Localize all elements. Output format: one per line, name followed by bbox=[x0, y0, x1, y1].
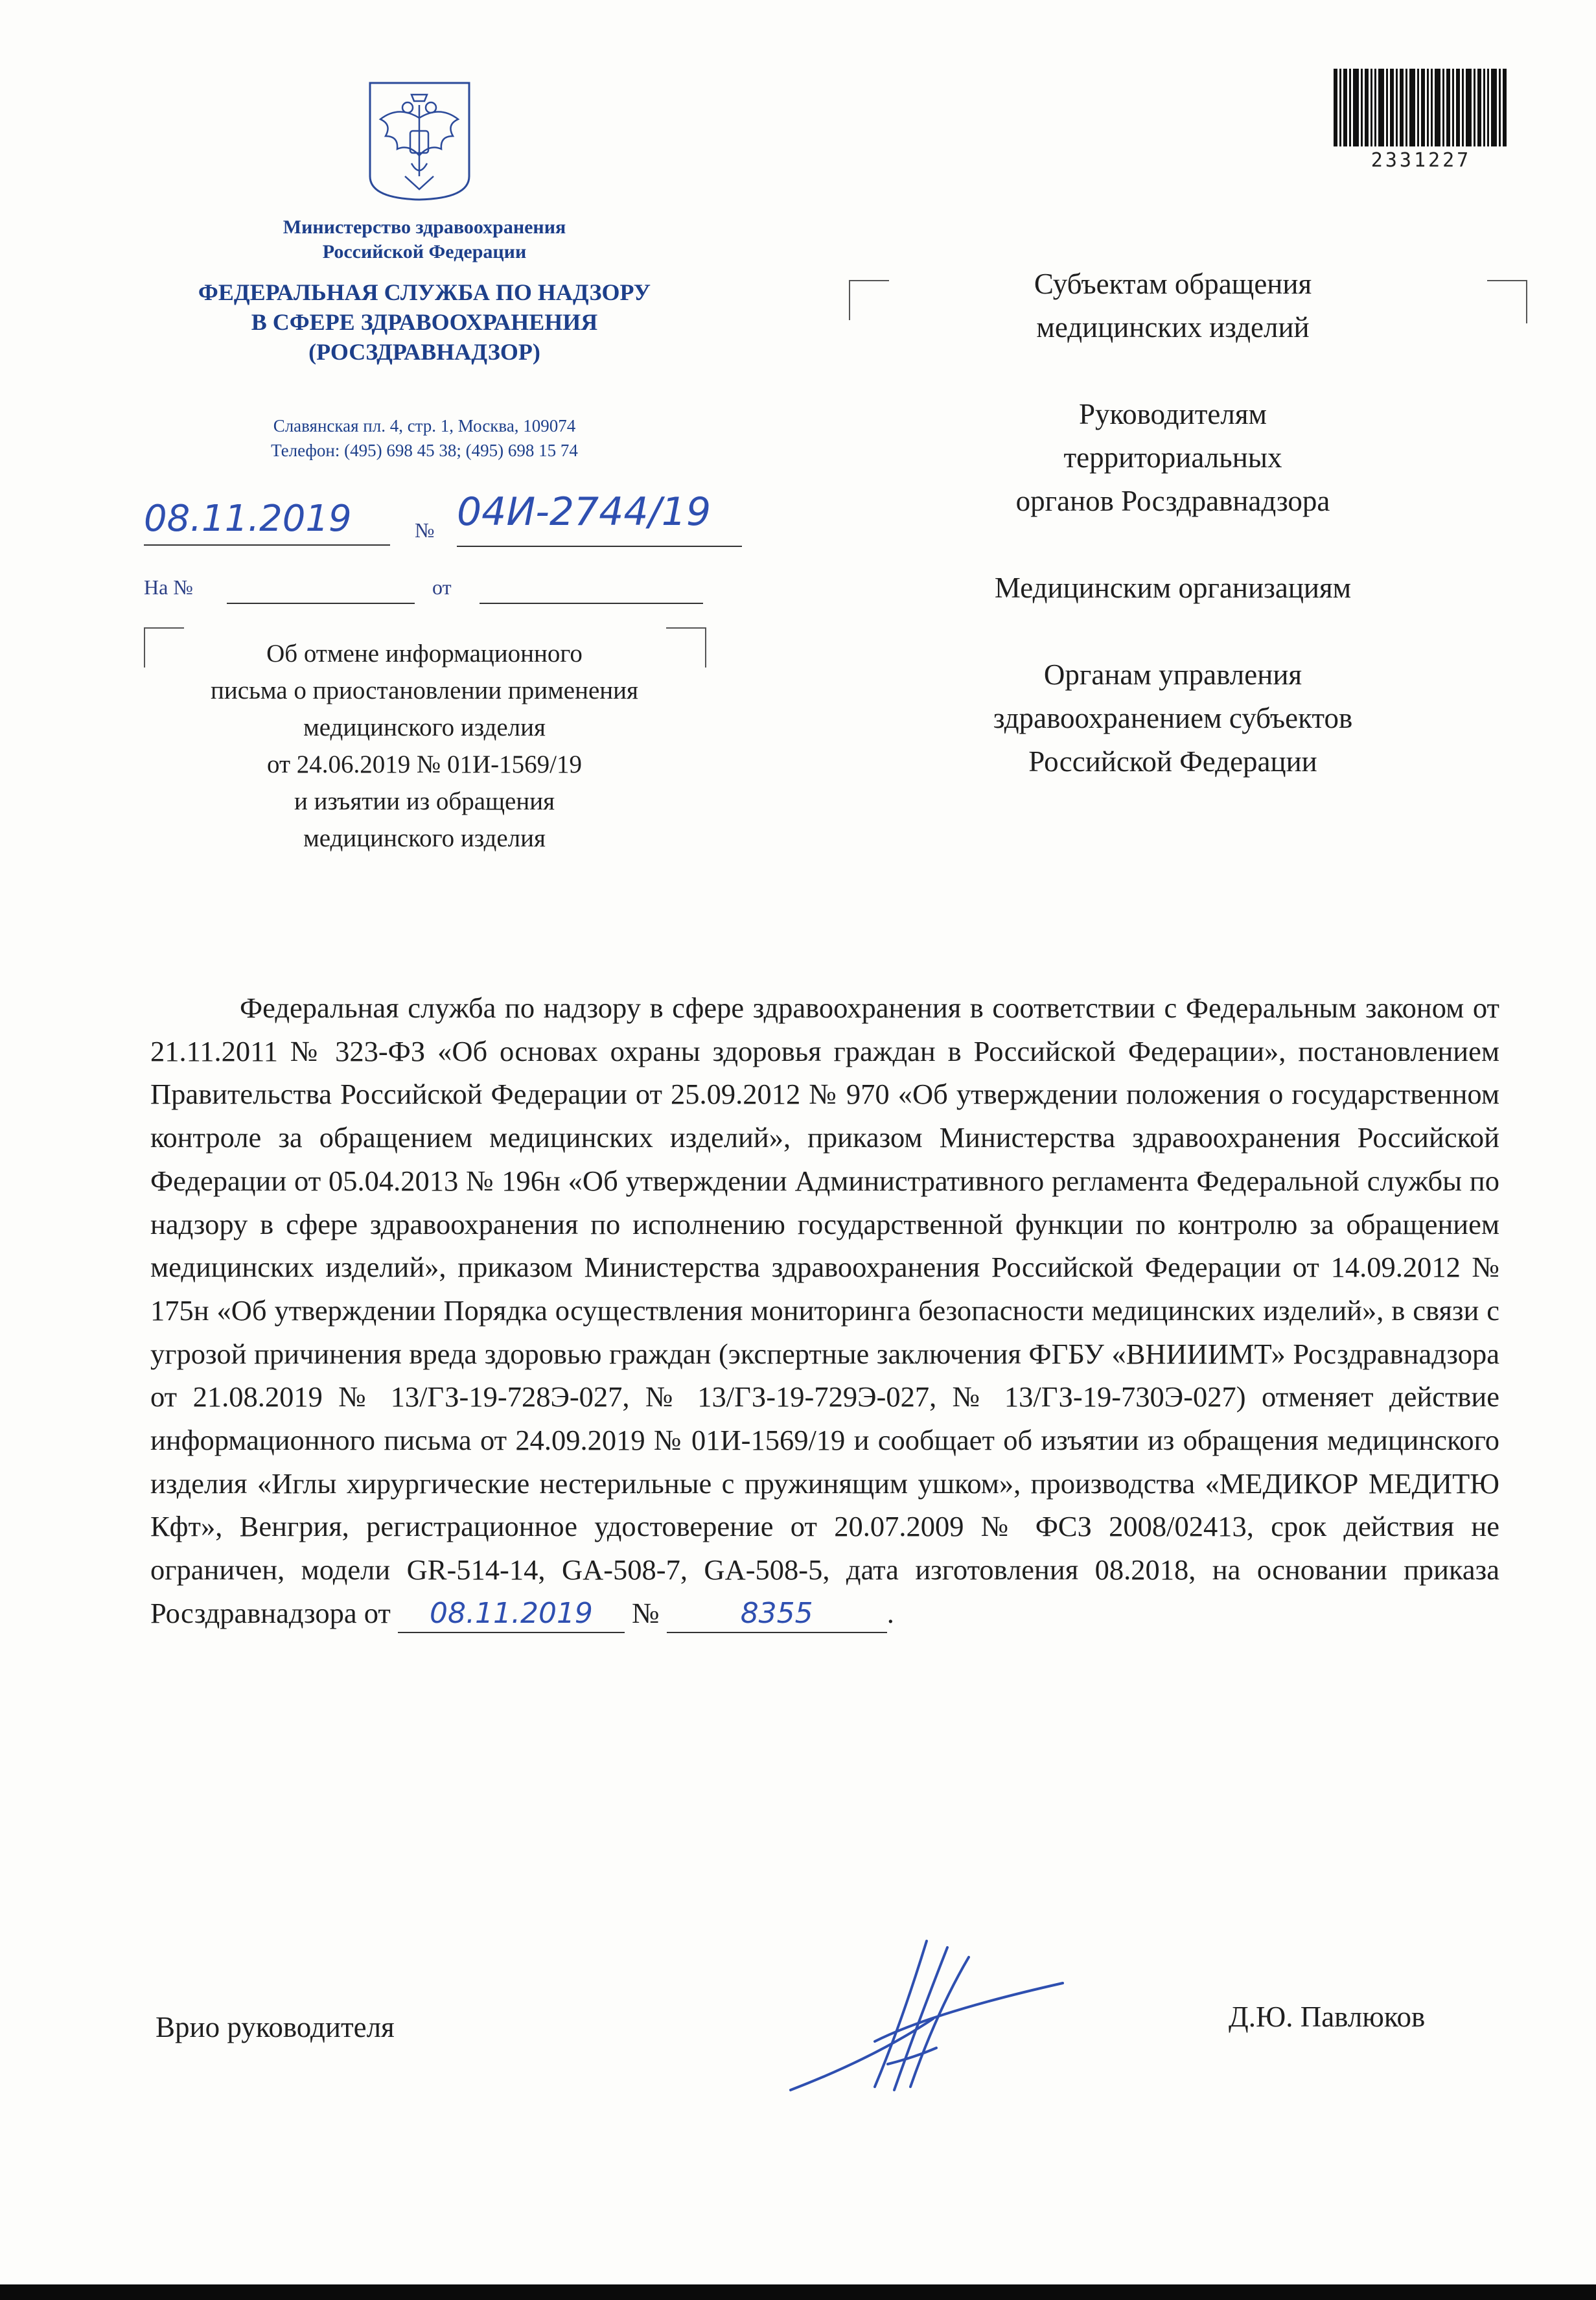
recipient-line: территориальных bbox=[1063, 441, 1282, 474]
recipient-group bbox=[894, 653, 1451, 784]
subject-line: и изъятии из обращения bbox=[294, 787, 555, 815]
registration-number: 04И-2744/19 bbox=[457, 489, 711, 535]
recipient-group bbox=[894, 566, 1451, 610]
recipient-line: медицинских изделий bbox=[1036, 311, 1310, 343]
subject-line: письма о приостановлении применения bbox=[211, 677, 638, 704]
recipient-line: Руководителям bbox=[1079, 398, 1267, 430]
recipient-line: Медицинским организациям bbox=[994, 572, 1352, 604]
in-reply-date-field bbox=[480, 603, 703, 604]
order-number-label: № bbox=[632, 1596, 660, 1629]
registration-number-underline bbox=[457, 546, 742, 547]
recipient-group bbox=[894, 262, 1451, 349]
subject-line: медицинского изделия bbox=[303, 714, 546, 741]
ministry-name bbox=[178, 215, 671, 264]
subject-line: от 24.06.2019 № 01И-1569/19 bbox=[267, 750, 582, 778]
recipient-group bbox=[894, 393, 1451, 523]
in-reply-number-field bbox=[227, 603, 415, 604]
barcode-number: 2331227 bbox=[1370, 149, 1472, 172]
recipients-block bbox=[894, 262, 1451, 827]
scan-bottom-edge bbox=[0, 2284, 1596, 2300]
service-name bbox=[130, 277, 719, 367]
signatory-position: Врио руководителя bbox=[156, 2011, 395, 2043]
in-reply-from-label: от bbox=[432, 575, 452, 599]
signatory-name: Д.Ю. Павлюков bbox=[1229, 2001, 1426, 2033]
service-line: В СФЕРЕ ЗДРАВООХРАНЕНИЯ bbox=[251, 309, 598, 335]
service-line: (РОСЗДРАВНАДЗОР) bbox=[308, 339, 540, 365]
phone-line: Телефон: (495) 698 45 38; (495) 698 15 74 bbox=[271, 441, 578, 460]
corner-mark bbox=[849, 280, 889, 320]
coat-of-arms-emblem bbox=[366, 79, 473, 202]
ministry-line: Российской Федерации bbox=[322, 241, 527, 262]
order-number-handwritten: 8355 bbox=[667, 1596, 887, 1633]
letter-body bbox=[150, 986, 1499, 1635]
in-reply-label: На № bbox=[144, 575, 193, 599]
recipient-line: Субъектам обращения bbox=[1034, 268, 1312, 300]
recipient-line: Органам управления bbox=[1043, 658, 1302, 691]
registration-date: 08.11.2019 bbox=[144, 494, 390, 546]
subject-line: Об отмене информационного bbox=[266, 640, 583, 668]
corner-mark bbox=[1487, 280, 1527, 323]
body-end-punctuation: . bbox=[886, 1596, 894, 1629]
body-paragraph: Федеральная служба по надзору в сфере здравоохранения в соответствии с Федеральным законом от 21.11.2011 № 323-ФЗ «Об основах охраны здоровья граждан в Российской Федерации», постановлением Правительства Российской Федерации от 25.09.2012 № 970 «Об утверждении положения о государственном контроле за обращением медицинских изделий», приказом Министерства здравоохранения Российской Федерации от 05.04.2013 № 196н «Об утверждении Административного регламента Федеральной службы по надзору в сфере здравоохранения по исполнению государственной функции по контролю за обращением медицинских изделий», приказом Министерства здравоохранения Российской Федерации от 14.09.2012 № 175н «Об утверждении Порядка осуществления мониторинга безопасности медицинских изделий», в связи с угрозой причинения вреда здоровью граждан (экспертные заключения ФГБУ «ВНИИИМТ» Росздравнадзора от 21.08.2019 № 13/ГЗ-19-728Э-027, № 13/ГЗ-19-729Э-027, № 13/ГЗ-19-730Э-027) отменяет действие информационного письма от 24.09.2019 № 01И-1569/19 и сообщает об изъятии из обращения медицинского изделия «Иглы хирургические нестерильные с пружинящим ушком», производства «МЕДИКОР МЕДИТЮ Кфт», Венгрия, регистрационное удостоверение от 20.07.2009 № ФСЗ 2008/02413, срок действия не ограничен, модели GR-514-14, GA-508-7, GA-508-5, дата изготовления 08.2018, на основании приказа Росздравнадзора от bbox=[150, 992, 1499, 1629]
subject-line: медицинского изделия bbox=[303, 824, 546, 852]
order-date-handwritten: 08.11.2019 bbox=[398, 1596, 625, 1633]
service-line: ФЕДЕРАЛЬНАЯ СЛУЖБА ПО НАДЗОРУ bbox=[198, 279, 651, 305]
recipient-line: здравоохранением субъектов bbox=[993, 702, 1353, 734]
recipient-line: Российской Федерации bbox=[1028, 745, 1317, 778]
address-block bbox=[162, 413, 687, 463]
registration-number-label: № bbox=[415, 518, 435, 542]
ministry-line: Министерство здравоохранения bbox=[283, 216, 566, 238]
recipient-line: органов Росздравнадзора bbox=[1015, 485, 1330, 517]
barcode bbox=[1334, 69, 1509, 146]
letter-subject bbox=[130, 635, 719, 857]
handwritten-signature bbox=[778, 1934, 1076, 2097]
address-line: Славянская пл. 4, стр. 1, Москва, 109074 bbox=[273, 416, 576, 436]
